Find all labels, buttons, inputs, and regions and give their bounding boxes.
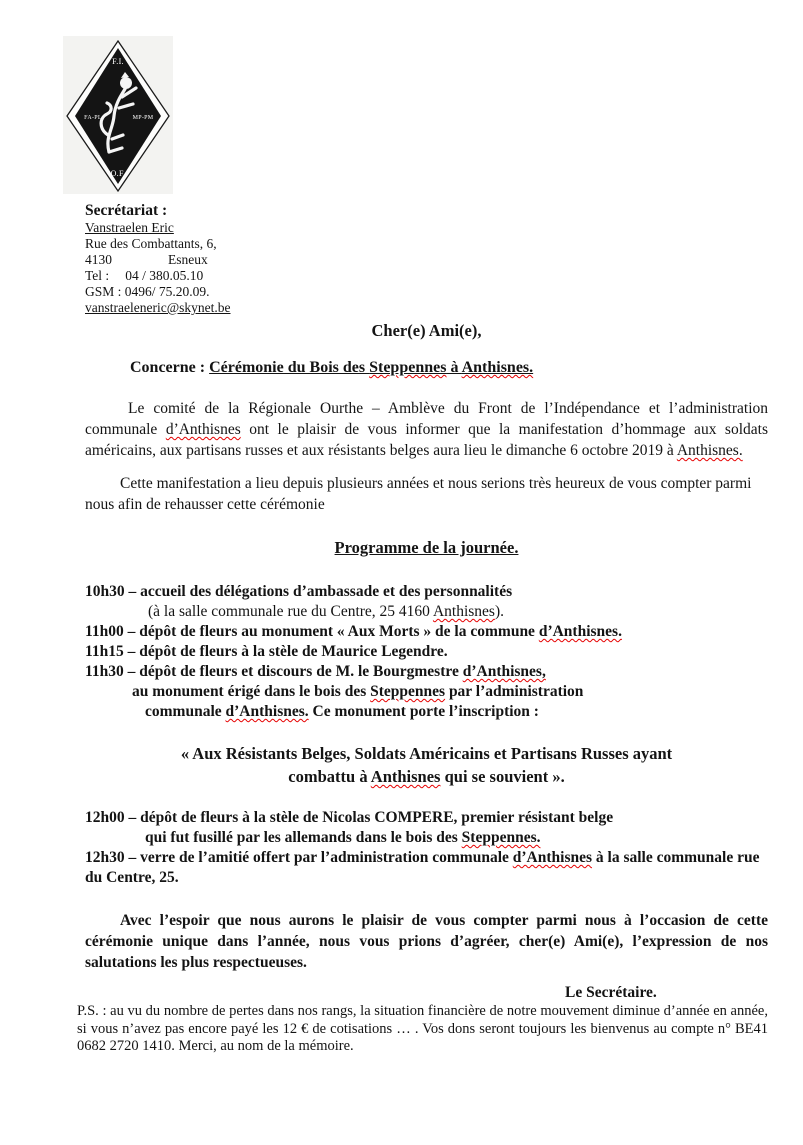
sender-city: Esneux <box>168 252 208 267</box>
sender-telephone <box>85 268 768 284</box>
paragraph-text: ont le plaisir de vous informer que la manifestation d’hommage aux soldats américains, aux partisans russes et aux résistants belges aura lieu le dimanche 6 octobre 2019 à <box>85 421 768 459</box>
misspelled-word: d’Anthisnes <box>512 849 593 866</box>
misspelled-word: d’Anthisnes. <box>538 623 622 640</box>
schedule-item-11h30-line2 <box>85 682 768 702</box>
schedule-item-12h00: 12h00 – dépôt de fleurs à la stèle de Nicolas COMPERE, premier résistant belge <box>85 809 614 826</box>
misspelled-word: Anthisnes. <box>676 442 743 459</box>
organization-logo <box>62 36 174 196</box>
sender-postal-code: 4130 <box>85 252 112 267</box>
sender-gsm: GSM : 0496/ 75.20.09. <box>85 284 210 299</box>
tel-label: Tel : <box>85 268 110 283</box>
closing-paragraph: Avec l’espoir que nous aurons le plaisir de vous compter parmi nous à l’occasion de cette cérémonie unique dans l’année, nous vous prions d’agréer, cher(e) Ami(e), l’expression de nos salutations les plus respectueuses. <box>85 912 768 971</box>
postscript: P.S. : au vu du nombre de pertes dans nos rangs, la situation financière de notre mouvement diminue d’année en année, si vous n’avez pas encore payé les 12 € de cotisations … . Vos dons seront toujours les bienvenus au compte n° BE41 0682 2720 1410. Merci, au nom de la mémoire. <box>77 1003 768 1054</box>
inscription-text: combattu à <box>288 767 371 786</box>
schedule-text: communale <box>145 703 226 720</box>
schedule-item-10h30: 10h30 – accueil des délégations d’ambassade et des personnalités <box>85 583 513 600</box>
schedule-text: ). <box>494 603 504 620</box>
sender-postal-city <box>85 252 768 268</box>
sender-email-line <box>85 300 768 316</box>
misspelled-word: Steppennes <box>370 683 446 700</box>
inscription-line-2 <box>95 765 758 788</box>
subject-title <box>209 359 533 376</box>
schedule-text: au monument érigé dans le bois des <box>132 683 371 700</box>
sender-email-link[interactable]: vanstraeleneric@skynet.be <box>85 300 231 315</box>
subject-misspelled-word: Anthisnes. <box>461 359 534 376</box>
inscription-line-1: « Aux Résistants Belges, Soldats Américains et Partisans Russes ayant <box>180 744 673 763</box>
logo-label-right: MP-PM <box>132 115 154 121</box>
subject-text: Cérémonie du Bois des <box>209 359 370 376</box>
subject-line <box>130 357 768 378</box>
subject-label: Concerne : <box>130 359 210 376</box>
body-paragraph-2: Cette manifestation a lieu depuis plusieurs années et nous serions très heureux de vous compter parmi nous afin de rehausser cette cérémonie <box>85 475 752 513</box>
program-schedule <box>85 582 768 722</box>
schedule-text: par l’administration <box>445 683 584 700</box>
tel-number: 04 / 380.05.10 <box>125 268 204 283</box>
schedule-item-11h30 <box>85 662 768 682</box>
schedule-item-12h30 <box>85 848 768 888</box>
program-schedule-continued <box>85 808 768 888</box>
misspelled-word: d’Anthisnes, <box>462 663 546 680</box>
schedule-text: 11h00 – dépôt de fleurs au monument « Aux Morts » de la commune <box>85 623 539 640</box>
schedule-item-11h15: 11h15 – dépôt de fleurs à la stèle de Maurice Legendre. <box>85 643 448 660</box>
misspelled-word: d’Anthisnes. <box>225 703 309 720</box>
lion-head <box>120 77 132 89</box>
body-paragraph-1 <box>85 398 768 461</box>
logo-label-left: FA-PL <box>84 115 102 121</box>
sender-block <box>85 202 768 316</box>
inscription-text: qui se souvient ». <box>440 767 565 786</box>
schedule-text: à la salle communale rue du Centre, 25. <box>85 849 760 886</box>
schedule-item-11h00 <box>85 622 768 642</box>
schedule-text: 12h30 – verre de l’amitié offert par l’administration communale <box>85 849 513 866</box>
paragraph-text: Le comité de la Régionale Ourthe – Amblève du Front de l’Indépendance et l’administration communale <box>85 400 768 438</box>
sender-heading: Secrétariat : <box>85 202 168 219</box>
monument-inscription <box>95 742 758 788</box>
schedule-item-12h00-line2 <box>85 828 768 848</box>
sender-name: Vanstraelen Eric <box>85 220 174 235</box>
schedule-text: (à la salle communale rue du Centre, 25 4160 <box>148 603 433 620</box>
schedule-item-10h30-detail <box>85 602 768 622</box>
schedule-text: 11h30 – dépôt de fleurs et discours de M. le Bourgmestre <box>85 663 463 680</box>
subject-text: à <box>446 359 462 376</box>
schedule-text: qui fut fusillé par les allemands dans le bois des <box>145 829 462 846</box>
sender-name-line <box>85 220 768 236</box>
misspelled-word: Steppennes. <box>461 829 541 846</box>
salutation: Cher(e) Ami(e), <box>371 321 482 340</box>
signature: Le Secrétaire. <box>565 984 657 1001</box>
sender-street: Rue des Combattants, 6, <box>85 236 217 251</box>
subject-misspelled-word: Steppennes <box>369 359 447 376</box>
misspelled-word: Anthisnes <box>432 603 495 620</box>
misspelled-word: d’Anthisnes <box>165 421 241 438</box>
logo-label-top: F.I. <box>112 57 124 66</box>
schedule-item-11h30-line3 <box>85 702 768 722</box>
program-heading: Programme de la journée. <box>334 538 519 557</box>
logo-label-bottom: O.F. <box>110 169 126 178</box>
fi-emblem-graphic <box>62 36 174 196</box>
misspelled-word: Anthisnes <box>370 767 441 786</box>
schedule-text: Ce monument porte l’inscription : <box>308 703 539 720</box>
